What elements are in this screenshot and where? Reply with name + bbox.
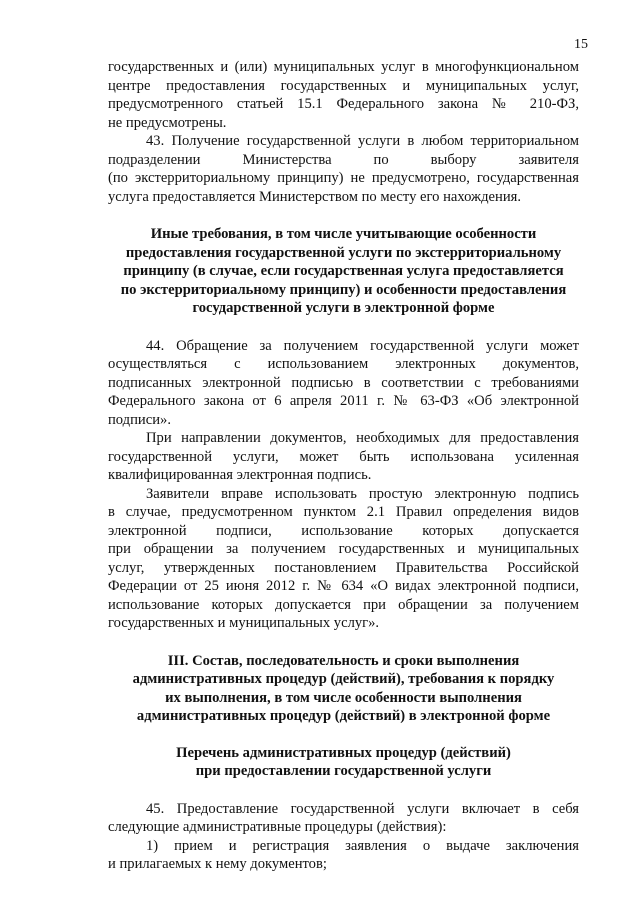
text-line: 44. Обращение за получением государственной услуги может bbox=[146, 337, 579, 354]
text-line: и прилагаемых к нему документов; bbox=[108, 856, 327, 872]
paragraph-45 bbox=[108, 800, 579, 837]
text-line: 45. Предоставление государственной услуги включает в себя bbox=[146, 800, 579, 817]
heading-line: принципу (в случае, если государственная услуга предоставляется bbox=[123, 263, 564, 279]
paragraph-simple-signature bbox=[108, 485, 579, 633]
text-line: (по экстерриториальному принципу) не предусмотрено, государственная bbox=[108, 170, 579, 186]
heading-line: административных процедур (действий), требования к порядку bbox=[132, 671, 555, 687]
text-line: подписи». bbox=[108, 411, 171, 428]
text-line: использование которых допускается при обращении за получением bbox=[108, 596, 579, 613]
text-line: центре предоставления государственных и муниципальных услуг, bbox=[108, 77, 579, 94]
heading-line: III. Состав, последовательность и сроки выполнения bbox=[167, 652, 520, 669]
text-line: осуществляться с использованием электронных документов, bbox=[108, 356, 579, 372]
text-line: подразделении Министерства по выбору заявителя bbox=[108, 151, 579, 168]
paragraph-continuation bbox=[108, 58, 579, 132]
text-line: услуга предоставляется Министерством по месту его нахождения. bbox=[108, 188, 522, 205]
text-line: при обращении за получением государственных и муниципальных bbox=[108, 541, 579, 557]
subsection-heading-procedures bbox=[108, 744, 579, 781]
heading-line: предоставления государственной услуги по экстерриториальному bbox=[125, 244, 562, 261]
text-line: следующие административные процедуры (действия): bbox=[108, 819, 447, 835]
text-line: не предусмотрены. bbox=[108, 114, 227, 131]
document-body bbox=[108, 58, 579, 874]
section-heading-other-requirements bbox=[108, 225, 579, 318]
heading-line: по экстерриториальному принципу) и особенности предоставления bbox=[120, 281, 567, 298]
text-line: подписанных электронной подписью в соответствии с требованиями bbox=[108, 374, 579, 391]
text-line: в случае, предусмотренном пунктом 2.1 Правил определения видов bbox=[108, 504, 579, 520]
heading-line: Иные требования, в том числе учитывающие особенности bbox=[150, 226, 537, 242]
section-heading-iii bbox=[108, 652, 579, 726]
text-line: Федерального закона от 6 апреля 2011 г. № 63-ФЗ «Об электронной bbox=[108, 393, 579, 409]
text-line: электронной подписи, использование которых допускается bbox=[108, 522, 579, 539]
text-line: предусмотренного статьей 15.1 Федерального закона № 210-ФЗ, bbox=[108, 96, 579, 112]
paragraph-enhanced-signature bbox=[108, 429, 579, 485]
text-line: государственной услуги, может быть использована усиленная bbox=[108, 448, 579, 465]
text-line: государственных и муниципальных услуг». bbox=[108, 615, 380, 631]
text-line: государственных и (или) муниципальных услуг в многофункциональном bbox=[108, 59, 579, 75]
page-number: 15 bbox=[574, 37, 588, 52]
text-line: квалифицированная электронная подпись. bbox=[108, 467, 372, 483]
heading-line: Перечень административных процедур (действий) bbox=[176, 744, 511, 761]
text-line: Заявители вправе использовать простую электронную подпись bbox=[146, 485, 579, 502]
heading-line: государственной услуги в электронной форме bbox=[192, 300, 495, 316]
list-item-1 bbox=[108, 837, 579, 874]
paragraph-44 bbox=[108, 337, 579, 430]
text-line: При направлении документов, необходимых для предоставления bbox=[146, 430, 579, 446]
heading-line: административных процедур (действий) в электронной форме bbox=[136, 708, 551, 724]
paragraph-43 bbox=[108, 132, 579, 206]
heading-line: их выполнения, в том числе особенности выполнения bbox=[165, 689, 522, 706]
text-line: услуг, утвержденных постановлением Правительства Российской bbox=[108, 559, 579, 576]
text-line: 43. Получение государственной услуги в любом территориальном bbox=[146, 133, 579, 149]
text-line: Федерации от 25 июня 2012 г. № 634 «О видах электронной подписи, bbox=[108, 578, 579, 594]
heading-line: при предоставлении государственной услуги bbox=[195, 763, 492, 779]
text-line: 1) прием и регистрация заявления о выдаче заключения bbox=[146, 837, 579, 854]
